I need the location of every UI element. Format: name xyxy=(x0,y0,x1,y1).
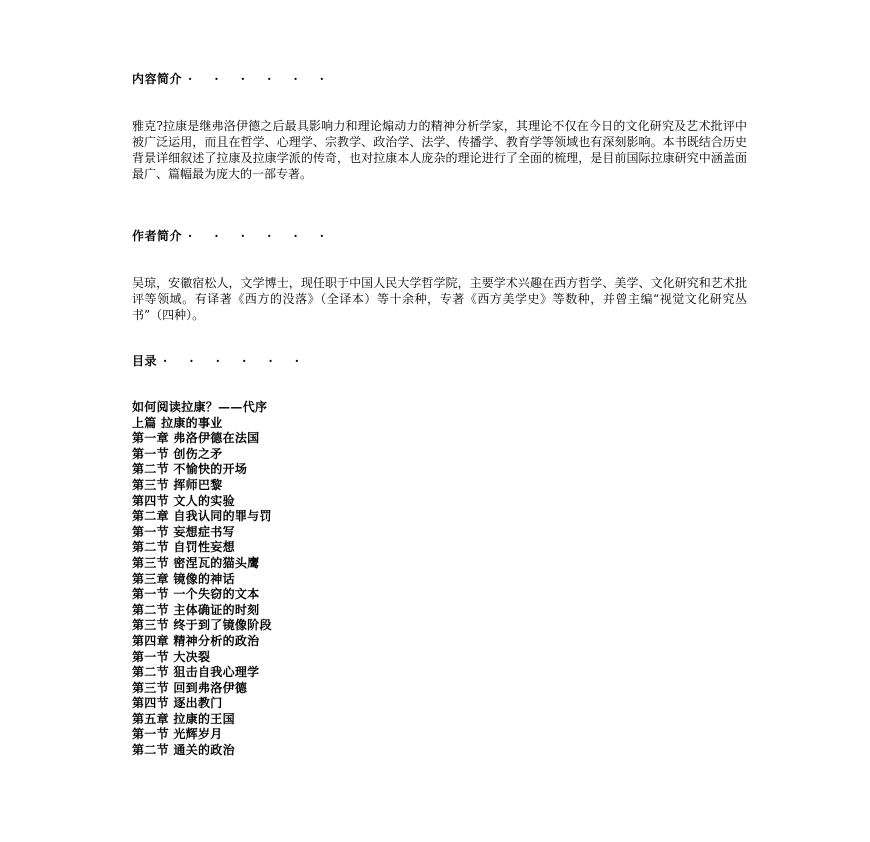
toc-item: 第四章 精神分析的政治 xyxy=(132,633,260,648)
toc-item: 第二节 主体确证的时刻 xyxy=(132,602,260,617)
toc-heading-text: 目录 xyxy=(132,354,158,368)
toc-item: 第二节 通关的政治 xyxy=(132,743,235,758)
toc-item: 第三节 密涅瓦的猫头鹰 xyxy=(132,555,260,570)
summary-heading xyxy=(132,72,333,86)
summary-heading-dots: · · · · · · xyxy=(188,72,333,86)
summary-paragraph: 雅克?拉康是继弗洛伊德之后最具影响力和理论煽动力的精神分析学家，其理论不仅在今日的文化研究及艺术批评中被广泛运用，而且在哲学、心理学、宗教学、政治学、法学、传播学、教育学等领域也有深刻影响。本书既结合历史背景详细叙述了拉康及拉康学派的传奇，也对拉康本人庞杂的理论进行了全面的梳理，是目前国际拉康研究中涵盖面最广、篇幅最为庞大的一部专著。 xyxy=(132,119,747,181)
toc-item: 第一节 光辉岁月 xyxy=(132,727,223,742)
toc-item: 第一节 大决裂 xyxy=(132,649,211,664)
toc-heading xyxy=(132,354,308,368)
toc-item: 第三节 终于到了镜像阶段 xyxy=(132,618,272,633)
summary-heading-text: 内容简介 xyxy=(132,72,183,86)
toc-item: 上篇 拉康的事业 xyxy=(132,415,223,430)
toc-item: 第三节 挥师巴黎 xyxy=(132,477,223,492)
toc-item: 第二节 狙击自我心理学 xyxy=(132,665,260,680)
toc-item: 第三章 镜像的神话 xyxy=(132,571,235,586)
toc-item: 第一节 妄想症书写 xyxy=(132,524,235,539)
toc-item: 第四节 逐出教门 xyxy=(132,696,223,711)
toc-item: 第二节 不愉快的开场 xyxy=(132,462,248,477)
toc-item: 第二节 自罚性妄想 xyxy=(132,540,235,555)
toc-item: 第四节 文人的实验 xyxy=(132,493,235,508)
author-heading xyxy=(132,229,333,243)
table-of-contents xyxy=(132,400,272,759)
toc-item: 第五章 拉康的王国 xyxy=(132,711,235,726)
toc-item: 第一章 弗洛伊德在法国 xyxy=(132,431,260,446)
toc-item: 第三节 回到弗洛伊德 xyxy=(132,680,248,695)
toc-item: 如何阅读拉康？——代序 xyxy=(132,400,268,414)
author-paragraph: 吴琼，安徽宿松人，文学博士，现任职于中国人民大学哲学院，主要学术兴趣在西方哲学、美学、文化研究和艺术批评等领域。有译著《西方的没落》（全译本）等十余种，专著《西方美学史》等数种，并曾主编“视觉文化研究丛书”（四种）。 xyxy=(132,276,747,322)
toc-item: 第二章 自我认同的罪与罚 xyxy=(132,509,272,524)
toc-item: 第一节 一个失窃的文本 xyxy=(132,587,260,602)
toc-item: 第一节 创伤之矛 xyxy=(132,446,223,461)
author-heading-text: 作者简介 xyxy=(132,229,183,243)
toc-heading-dots: · · · · · · xyxy=(163,354,308,368)
author-heading-dots: · · · · · · xyxy=(188,229,333,243)
